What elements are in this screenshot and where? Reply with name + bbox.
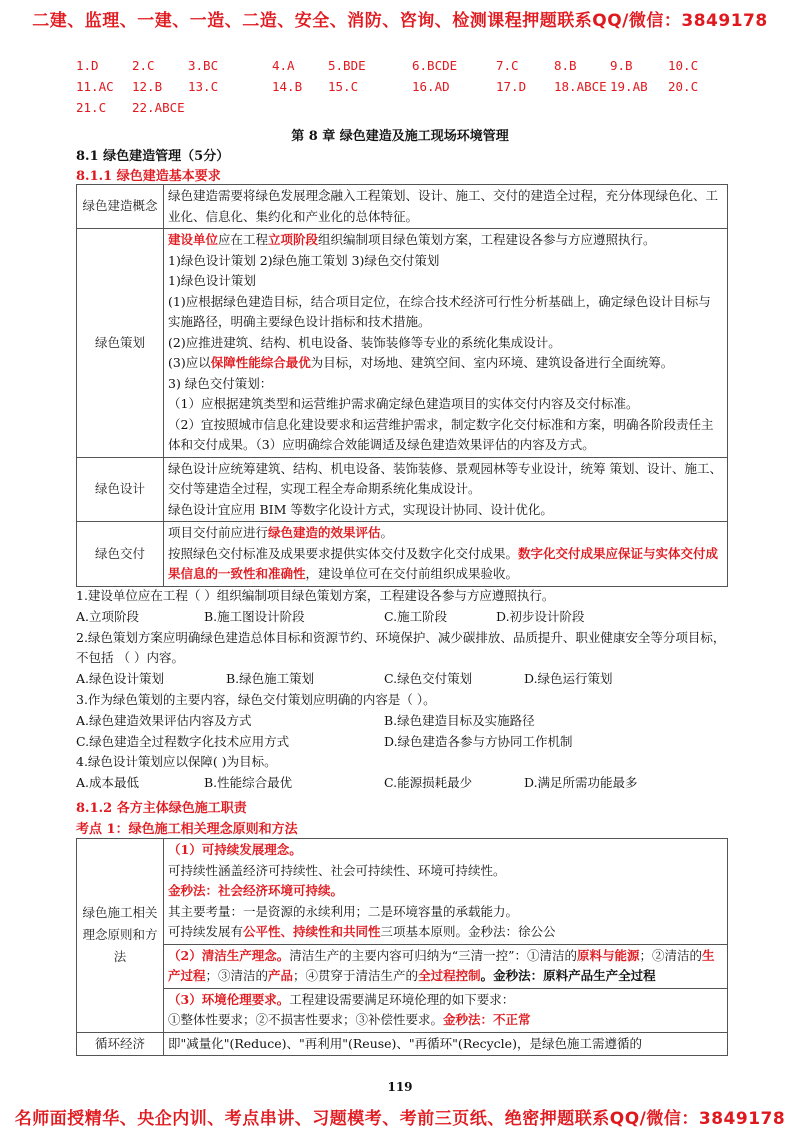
answer-item: 12.B (132, 79, 163, 94)
question-options (76, 711, 736, 732)
answer-key (76, 58, 736, 121)
kaodian-title: 考点 1：绿色施工相关理念原则和方法 (76, 822, 298, 837)
answer-item: 11.AC (76, 79, 114, 94)
section-title: 8.1 绿色建造管理（5分） (76, 149, 230, 164)
option: D.满足所需功能最多 (524, 775, 638, 791)
green-principles-table (76, 838, 728, 1056)
answer-item: 10.C (668, 58, 699, 73)
answer-item: 5.BDE (328, 58, 366, 73)
answer-item: 17.D (496, 79, 527, 94)
option: B.施工图设计阶段 (204, 608, 305, 624)
row-content: 建设单位应在工程立项阶段组织编制项目绿色策划方案，工程建设各参与方应遵照执行。 1)绿色设计策划 2)绿色施工策划 3)绿色交付策划 1)绿色设计策划 (1)应根据绿色建造目标，结合项目定位，在综合技术经济可行性分析基础上，确定绿色设计目标与实施路径，明确主要绿色设计指标和技术措施。 (2)应推进建筑、结构、机电设备、装饰装修等专业的系统化集成设计。 (3)应以保障性能综合最优为目标，对场地、建筑空间、室内环境、建筑设备进行全面统筹。 3) 绿色交付策划： （1）应根据建筑类型和运营维护需求确定绿色建造项目的实体交付内容及交付标准。 （2）宜按照城市信息化建设要求和运营维护需求，制定数字化交付标准和方案，明确各阶段责任主体和交付成果。（3）应明确综合效能调适及绿色建造效果评估的内容及方式。 (164, 229, 728, 458)
option: A.绿色设计策划 (76, 671, 165, 687)
option: A.绿色建造效果评估内容及方式 (76, 712, 252, 728)
question-options (76, 607, 736, 628)
principle-environmental-ethics: （3）环境伦理要求。工程建设需要满足环境伦理的如下要求： ①整体性要求；②不损害性要求；③补偿性要求。金秒法：不正常 (168, 991, 531, 1027)
footer-banner: 名师面授精华、央企内训、考点串讲、习题模考、考前三页纸、绝密押题联系QQ/微信：3849178 (14, 1109, 786, 1129)
answer-item: 20.C (668, 79, 699, 94)
subsection-title: 8.1.2 各方主体绿色施工职责 (76, 801, 247, 816)
answer-item: 14.B (272, 79, 303, 94)
row-content (164, 839, 728, 1033)
answer-item: 21.C (76, 100, 107, 115)
answer-item: 18.ABCE (554, 79, 607, 94)
row-content: 绿色设计应统筹建筑、结构、机电设备、装饰装修、景观园林等专业设计，统筹 策划、设计、施工、交付等建造全过程，实现工程全寿命期系统化集成设计。 绿色设计宜应用 BIM 等数字化设计方式，实现设计协同、设计优化。 (164, 457, 728, 522)
row-content: 项目交付前应进行绿色建造的效果评估。 按照绿色交付标准及成果要求提供实体交付及数字化交付成果。数字化交付成果应保证与实体交付成果信息的一致性和准确性，建设单位可在交付前组织成果验收。 (164, 522, 728, 587)
page-number: 119 (387, 1080, 413, 1094)
option: C.绿色建造全过程数字化技术应用方式 (76, 733, 290, 749)
option: B.性能综合最优 (204, 775, 293, 791)
principle-sustainable: （1）可持续发展理念。 可持续性涵盖经济可持续性、社会可持续性、环境可持续性。 金秒法：社会经济环境可持续。 其主要考量：一是资源的永续利用；二是环境容量的承载能力。 可持续发展有公平性、持续性和共同性三项基本原则。金秒法：徐公公 (164, 839, 727, 945)
option: D.初步设计阶段 (496, 608, 585, 624)
answer-item: 6.BCDE (412, 58, 458, 73)
option: B.绿色建造目标及实施路径 (384, 712, 535, 728)
answer-item: 19.AB (610, 79, 648, 94)
chapter-title: 第 8 章 绿色建造及施工现场环境管理 (291, 129, 509, 144)
answer-item: 4.A (272, 58, 295, 73)
question-text: 3.作为绿色策划的主要内容，绿色交付策划应明确的内容是（ ）。 (76, 691, 436, 707)
answer-item: 22.ABCE (132, 100, 185, 115)
answer-item: 3.BC (188, 58, 219, 73)
answer-row (76, 100, 736, 121)
row-label: 绿色建造概念 (77, 185, 164, 229)
option: A.立项阶段 (76, 608, 140, 624)
row-label: 循环经济 (77, 1032, 164, 1056)
answer-item: 16.AD (412, 79, 450, 94)
question-text: 4.绿色设计策划应以保障( )为目标。 (76, 754, 277, 770)
header-banner: 二建、监理、一建、一造、二造、安全、消防、咨询、检测课程押题联系QQ/微信：3849178 (32, 11, 768, 31)
option: B.绿色施工策划 (226, 671, 315, 687)
option: D.绿色建造各参与方协同工作机制 (384, 733, 573, 749)
option: D.绿色运行策划 (524, 671, 613, 687)
answer-row (76, 58, 736, 79)
table-row (77, 1032, 728, 1056)
green-construction-table (76, 184, 728, 587)
row-content: 即"减量化"(Reduce)、"再利用"(Reuse)、"再循环"(Recycle)，是绿色施工需遵循的 (164, 1032, 728, 1056)
answer-item: 8.B (554, 58, 577, 73)
question-text: 1.建设单位应在工程（ ）组织编制项目绿色策划方案，工程建设各参与方应遵照执行。 (76, 588, 555, 603)
question-options (76, 773, 736, 794)
table-row (77, 839, 728, 1033)
answer-item: 9.B (610, 58, 633, 73)
option: A.成本最低 (76, 775, 140, 791)
question-options (76, 669, 736, 690)
question-block (76, 586, 736, 794)
question-text: 2.绿色策划方案应明确绿色建造总体目标和资源节约、环境保护、减少碳排放、品质提升、职业健康安全等分项目标，不包括 （ ）内容。 (76, 629, 726, 666)
option: C.施工阶段 (384, 608, 448, 624)
answer-item: 15.C (328, 79, 359, 94)
table-row (77, 185, 728, 229)
option: C.绿色交付策划 (384, 671, 473, 687)
subsection-title: 8.1.1 绿色建造基本要求 (76, 169, 221, 184)
answer-item: 7.C (496, 58, 519, 73)
question-options (76, 732, 736, 753)
option: C.能源损耗最少 (384, 775, 473, 791)
answer-item: 1.D (76, 58, 99, 73)
row-label: 绿色策划 (77, 229, 164, 458)
principle-clean-production: （2）清洁生产理念。清洁生产的主要内容可归纳为“三清一控”：①清洁的原料与能源；②清洁的生产过程；③清洁的产品；④贯穿于清洁生产的全过程控制。金秒法：原料产品生产全过程 (164, 945, 727, 989)
row-label: 绿色交付 (77, 522, 164, 587)
answer-row (76, 79, 736, 100)
table-row (77, 522, 728, 587)
answer-item: 2.C (132, 58, 155, 73)
answer-item: 13.C (188, 79, 219, 94)
row-label: 绿色施工相关理念原则和方法 (77, 839, 164, 1033)
table-row (77, 229, 728, 458)
row-label: 绿色设计 (77, 457, 164, 522)
row-content: 绿色建造需要将绿色发展理念融入工程策划、设计、施工、交付的建造全过程，充分体现绿色化、工业化、信息化、集约化和产业化的总体特征。 (164, 185, 728, 229)
table-row (77, 457, 728, 522)
